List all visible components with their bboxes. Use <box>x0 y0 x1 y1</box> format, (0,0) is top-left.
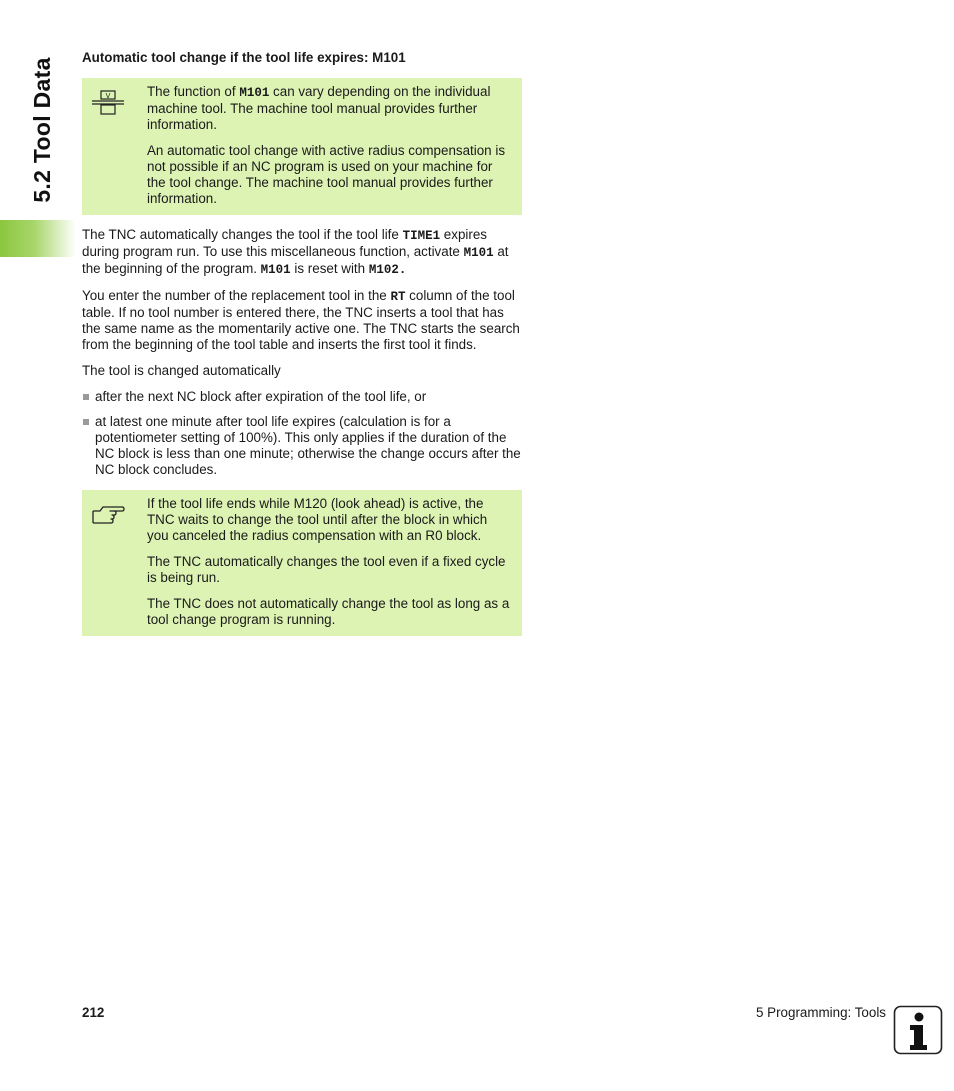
bullet-square-icon <box>83 419 89 425</box>
chapter-tab-marker <box>0 220 76 257</box>
page-number: 212 <box>82 1005 105 1020</box>
hint-note-paragraph-3: The TNC does not automatically change the tool as long as a tool change program is running. <box>147 596 510 627</box>
machine-note-box <box>82 78 522 215</box>
section-heading: Automatic tool change if the tool life expires: M101 <box>82 50 406 65</box>
machine-note-paragraph-2: An automatic tool change with active radius compensation is not possible if an NC program is used on your machine for the tool change. The machine tool manual provides further information. <box>147 143 506 206</box>
hint-note-paragraph-2: The TNC automatically changes the tool even if a fixed cycle is being run. <box>147 554 506 585</box>
body-paragraph-2: You enter the number of the replacement tool in the RT column of the tool table. If no tool number is entered there, the TNC inserts a tool that has the same name as the momentarily active one. The TNC starts the search from the beginning of the tool table and inserts the first tool it finds. <box>82 288 520 352</box>
chapter-side-title-text: 5.2 Tool Data <box>29 57 55 203</box>
hint-note-box <box>82 490 522 636</box>
chapter-label: 5 Programming: Tools <box>756 1005 886 1020</box>
info-icon <box>893 1005 943 1055</box>
main-content <box>82 50 522 636</box>
bullet-square-icon <box>83 394 89 400</box>
body-paragraph-1: The TNC automatically changes the tool if the tool life TIME1 expires during program run. To use this miscellaneous function, activate M101 at the beginning of the program. M101 is reset with M102. <box>82 227 509 277</box>
svg-text:V: V <box>105 92 111 100</box>
pointing-hand-icon <box>90 500 126 528</box>
list-item: at latest one minute after tool life expires (calculation is for a potentiometer setting of 100%). This only applies if the duration of the NC block is less than one minute; otherwise the change occurs after the NC block concludes. <box>82 414 522 478</box>
machine-dependent-icon <box>90 88 126 116</box>
body-paragraph-3: The tool is changed automatically <box>82 363 281 378</box>
machine-note-paragraph-1: The function of M101 can vary depending on the individual machine tool. The machine tool manual provides further information. <box>147 84 491 132</box>
hint-note-paragraph-1: If the tool life ends while M120 (look ahead) is active, the TNC waits to change the tool until after the block in which you canceled the radius compensation with an R0 block. <box>147 496 488 543</box>
list-item: after the next NC block after expiration of the tool life, or <box>82 389 522 405</box>
chapter-side-title <box>20 40 64 220</box>
